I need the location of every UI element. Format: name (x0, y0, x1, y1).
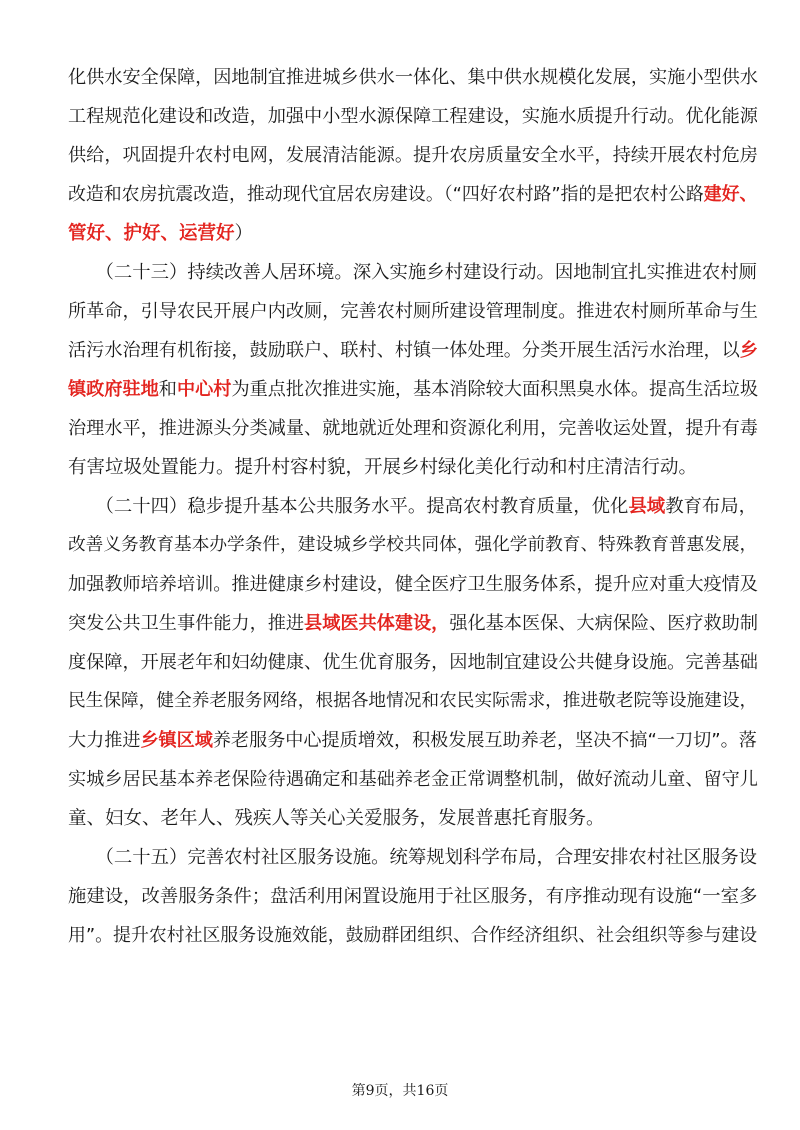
body-text: （二十五）完善农村社区服务设施。统筹规划科学布局，合理安排农村社区服务设 (68, 847, 758, 868)
body-text: 治理水平，推进源头分类减量、就地就近处理和资源化利用，完善收运处置，提升有毒 (68, 418, 758, 439)
highlighted-text: 管好、护好、运营好 (68, 223, 235, 244)
body-text: 度保障，开展老年和妇幼健康、优生优育服务，因地制宜建设公共健身设施。完善基础 (68, 652, 758, 673)
text-line (68, 565, 768, 604)
highlighted-text: 镇政府驻地 (68, 379, 159, 400)
text-line (68, 253, 768, 292)
page-number-footer: 第9页，共16页 (351, 1083, 449, 1099)
body-text: （二十四）稳步提升基本公共服务水平。提高农村教育质量，优化 (68, 496, 629, 517)
body-text: 工程规范化建设和改造，加强中小型水源保障工程建设，实施水质提升行动。优化能源 (68, 106, 758, 127)
body-text: 有害垃圾处置能力。提升村容村貌，开展乡村绿化美化行动和村庄清洁行动。 (68, 457, 698, 478)
text-line (68, 370, 768, 409)
document-body (68, 58, 768, 955)
body-text: （二十三）持续改善人居环境。深入实施乡村建设行动。因地制宜扎实推进农村厕 (68, 262, 758, 283)
body-text: 为重点批次推进实施，基本消除较大面积黑臭水体。提高生活垃圾 (231, 379, 758, 400)
body-text: 活污水治理有机衔接，鼓励联户、联村、村镇一体处理。分类开展生活污水治理，以 (68, 340, 740, 361)
highlighted-text: 乡镇区域 (140, 730, 213, 751)
text-line (68, 331, 768, 370)
text-line (68, 799, 768, 838)
text-line (68, 604, 768, 643)
body-text: 改善义务教育基本办学条件，建设城乡学校共同体，强化学前教育、特殊教育普惠发展， (68, 535, 758, 555)
body-text: 突发公共卫生事件能力，推进 (68, 613, 305, 634)
text-line (68, 136, 768, 175)
text-line (68, 97, 768, 136)
text-line (68, 682, 768, 721)
body-text: 用”。提升农村社区服务设施效能，鼓励群团组织、合作经济组织、社会组织等参与建设 (68, 925, 758, 946)
text-line (68, 448, 768, 487)
text-line (68, 409, 768, 448)
body-text: 养老服务中心提质增效，积极发展互助养老，坚决不搞“一刀切”。落 (212, 730, 757, 751)
highlighted-text: 乡 (739, 340, 758, 361)
highlighted-text: 县域 (628, 496, 666, 517)
body-text: 供给，巩固提升农村电网，发展清洁能源。提升农房质量安全水平，持续开展农村危房 (68, 145, 758, 166)
body-text: 教育布局， (665, 496, 758, 517)
text-line (68, 175, 768, 214)
body-text: 化供水安全保障，因地制宜推进城乡供水一体化、集中供水规模化发展，实施小型供水 (68, 67, 758, 88)
body-text: 加强教师培养培训。推进健康乡村建设，健全医疗卫生服务体系，提升应对重大疫情及 (68, 574, 758, 595)
text-line (68, 643, 768, 682)
body-text: 实城乡居民基本养老保险待遇确定和基础养老金正常调整机制，做好流动儿童、留守儿 (68, 769, 758, 790)
body-text: 民生保障，健全养老服务网络，根据各地情况和农民实际需求，推进敬老院等设施建设， (68, 691, 758, 711)
body-text: 施建设，改善服务条件；盘活利用闲置设施用于社区服务，有序推动现有设施“一室多 (68, 886, 758, 907)
text-line (68, 916, 768, 955)
body-text: 童、妇女、老年人、残疾人等关心关爱服务，发展普惠托育服务。 (68, 808, 605, 829)
text-line (68, 526, 768, 565)
text-line (68, 760, 768, 799)
text-line (68, 877, 768, 916)
highlighted-text: 建好、 (703, 184, 758, 205)
body-text: 和 (158, 379, 177, 400)
highlighted-text: 中心村 (176, 379, 232, 400)
text-line (68, 214, 768, 253)
body-text: 所革命，引导农民开展户内改厕，完善农村厕所建设管理制度。推进农村厕所革命与生 (68, 301, 758, 322)
text-line (68, 838, 768, 877)
text-line (68, 58, 768, 97)
highlighted-text: 县域医共体建设， (304, 613, 450, 634)
body-text: 大力推进 (68, 730, 141, 751)
text-line (68, 721, 768, 760)
body-text: 改造和农房抗震改造，推动现代宜居农房建设。（“四好农村路”指的是把农村公路 (68, 184, 704, 205)
text-line (68, 487, 768, 526)
text-line (68, 292, 768, 331)
body-text: 强化基本医保、大病保险、医疗救助制 (449, 613, 758, 634)
body-text: ） (234, 223, 254, 244)
